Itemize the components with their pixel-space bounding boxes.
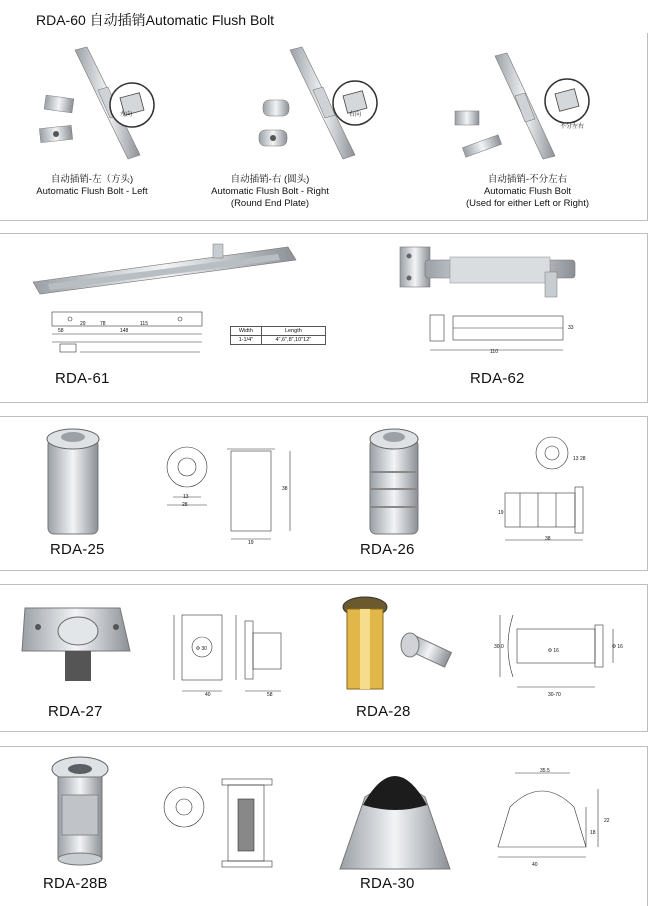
rda-27-dim-1: 40 — [205, 692, 211, 698]
rda-28-dim-4: Φ 16 — [612, 644, 623, 650]
rda-27-dim-2: 58 — [267, 692, 273, 698]
rda-62-drawing — [425, 310, 575, 355]
rda-26-dim-1: 13 — [573, 456, 579, 462]
table-header-width: Width — [231, 327, 262, 336]
rda-62-bolt-image — [395, 242, 580, 302]
rda-61-label: RDA-61 — [55, 370, 110, 387]
rda-30-image — [335, 757, 455, 872]
rda-28-label: RDA-28 — [356, 703, 411, 720]
rda-62-dim-1: 110 — [490, 349, 498, 355]
item-right-caption — [195, 174, 345, 210]
rda-30-label: RDA-30 — [360, 875, 415, 892]
rda-26-dim-4: 38 — [545, 536, 551, 542]
section-rda-61-62 — [0, 233, 648, 403]
rda-28b-label: RDA-28B — [43, 875, 108, 892]
rda-28b-image — [40, 755, 120, 867]
rda-25-image — [38, 427, 108, 539]
rda-61-size-table — [230, 326, 326, 345]
rda-26-dim-3: 19 — [498, 510, 504, 516]
flush-bolt-either-image — [455, 51, 595, 171]
item-right-extra: (Round End Plate) — [230, 198, 310, 209]
item-right-cn: 自动插销-右 (圆头) — [230, 174, 310, 185]
rda-30-dim-4: 18 — [590, 830, 596, 836]
table-width-value: 1-1/4" — [231, 336, 262, 345]
rda-28-image — [330, 595, 460, 695]
rda-27-dim-3: Φ 30 — [196, 646, 207, 652]
rda-25-dim-3: 38 — [282, 486, 288, 492]
section-rda-28b-30 — [0, 746, 648, 906]
rda-28-dim-1: Φ 16 — [548, 648, 559, 654]
flush-bolt-right-image — [255, 45, 385, 170]
inset-label-right: 右向 — [349, 112, 362, 118]
inset-label-either: 不分左右 — [560, 124, 585, 130]
rda-27-drawing — [170, 609, 305, 704]
rda-61-dim-4: 58 — [58, 328, 64, 334]
section-rda-27-28 — [0, 584, 648, 732]
rda-62-dim-2: 33 — [568, 325, 574, 331]
rda-26-drawing — [490, 435, 620, 550]
rda-25-label: RDA-25 — [50, 541, 105, 558]
rda-25-dim-4: 19 — [248, 540, 254, 546]
rda-62-label: RDA-62 — [470, 370, 525, 387]
table-header-length: Length — [261, 327, 325, 336]
rda-28-dim-2: 30-70 — [548, 692, 561, 698]
item-either-caption — [445, 174, 610, 210]
item-left-cn: 自动插销-左（方头) — [50, 174, 134, 185]
rda-30-dim-1: 35.5 — [540, 768, 550, 774]
rda-27-image — [20, 603, 132, 693]
rda-61-dim-2: 115 — [140, 321, 148, 327]
rda-30-dim-2: 40 — [532, 862, 538, 868]
table-length-value: 4",6",8",10"12" — [261, 336, 325, 345]
item-left-caption — [22, 174, 162, 198]
rda-26-label: RDA-26 — [360, 541, 415, 558]
rda-27-label: RDA-27 — [48, 703, 103, 720]
inset-label-left: 左向 — [120, 112, 133, 118]
item-left-en: Automatic Flush Bolt - Left — [36, 186, 148, 197]
rda-28-drawing — [495, 607, 625, 697]
item-either-en: Automatic Flush Bolt — [483, 186, 572, 197]
rda-61-dim-3: 148 — [120, 328, 129, 334]
item-either-cn: 自动插销-不分左右 — [487, 174, 568, 185]
page-title: RDA-60 自动插销Automatic Flush Bolt — [36, 12, 275, 28]
rda-30-dim-3: 22 — [604, 818, 610, 824]
rda-26-image — [358, 427, 430, 539]
rda-61-dim-1: 29 — [80, 321, 86, 327]
rda-61-bolt-image — [28, 242, 303, 297]
section-rda-25-26 — [0, 416, 648, 571]
item-either-extra: (Used for either Left or Right) — [465, 198, 590, 209]
section-rda-60 — [0, 33, 648, 221]
rda-61-drawing — [40, 306, 220, 361]
rda-25-dim-1: 13 — [183, 494, 189, 500]
item-right-en: Automatic Flush Bolt - Right — [211, 186, 329, 197]
rda-26-dim-2: 28 — [580, 456, 586, 462]
rda-61-dim-5: 78 — [100, 321, 106, 327]
rda-28-dim-3: 30.0 — [494, 644, 504, 650]
rda-28b-drawing — [160, 769, 290, 879]
rda-30-drawing — [490, 767, 620, 862]
rda-25-dim-2: 28 — [182, 502, 188, 508]
flush-bolt-left-image — [40, 45, 170, 170]
